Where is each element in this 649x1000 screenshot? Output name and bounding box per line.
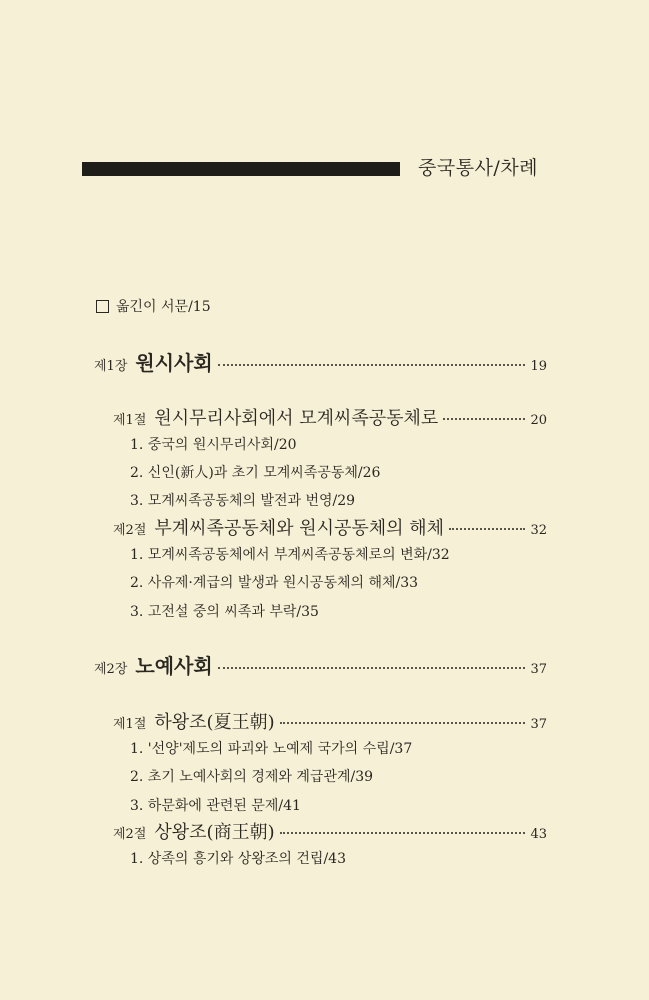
toc-chapter[interactable] — [94, 650, 547, 679]
dot-leader — [280, 722, 526, 724]
section-label: 제2절 — [113, 827, 147, 842]
section-title: 원시무리사회에서 모계씨족공동체로 — [154, 408, 439, 429]
toc-section[interactable] — [113, 404, 547, 430]
toc-section[interactable] — [113, 708, 547, 734]
toc-item[interactable]: 2. 신인(新人)과 초기 모계씨족공동체/26 — [130, 465, 381, 481]
toc-section[interactable] — [113, 514, 547, 540]
toc-chapter[interactable] — [94, 347, 547, 376]
section-label: 제1절 — [113, 413, 147, 428]
section-page: 32 — [530, 523, 547, 538]
toc-item[interactable]: 1. 모계씨족공동체에서 부계씨족공동체로의 변화/32 — [130, 547, 450, 563]
chapter-page: 19 — [530, 359, 547, 374]
dot-leader — [443, 418, 525, 420]
intro-text: 옮긴이 서문/15 — [116, 299, 211, 315]
chapter-label: 제2장 — [94, 662, 128, 677]
toc-item[interactable]: 3. 하문화에 관련된 문제/41 — [130, 798, 301, 814]
section-title: 하왕조(夏王朝) — [154, 712, 275, 733]
toc-item[interactable]: 1. 중국의 원시무리사회/20 — [130, 437, 297, 453]
dot-leader — [218, 667, 526, 669]
section-title: 상왕조(商王朝) — [154, 822, 275, 843]
toc-item[interactable]: 2. 초기 노예사회의 경제와 계급관계/39 — [130, 769, 374, 785]
toc-item[interactable]: 1. '선양'제도의 파괴와 노예제 국가의 수립/37 — [130, 741, 413, 757]
toc-item[interactable]: 2. 사유제·계급의 발생과 원시공동체의 해체/33 — [130, 575, 419, 591]
toc-section[interactable] — [113, 818, 547, 844]
intro-entry[interactable] — [96, 296, 211, 316]
dot-leader — [280, 832, 526, 834]
checkbox-icon — [96, 300, 109, 313]
dot-leader — [449, 528, 525, 530]
header-title: 중국통사/차례 — [418, 157, 539, 179]
section-label: 제2절 — [113, 523, 147, 538]
toc-item[interactable]: 3. 고전설 중의 씨족과 부락/35 — [130, 604, 319, 620]
chapter-page: 37 — [530, 662, 547, 677]
section-title: 부계씨족공동체와 원시공동체의 해체 — [154, 518, 445, 539]
section-label: 제1절 — [113, 717, 147, 732]
section-page: 37 — [530, 717, 547, 732]
toc-item[interactable]: 1. 상족의 흥기와 상왕조의 건립/43 — [130, 851, 346, 867]
chapter-title: 노예사회 — [135, 654, 213, 678]
toc-item[interactable]: 3. 모계씨족공동체의 발전과 번영/29 — [130, 493, 356, 509]
section-page: 20 — [530, 413, 547, 428]
chapter-label: 제1장 — [94, 359, 128, 374]
chapter-title: 원시사회 — [135, 351, 213, 375]
section-page: 43 — [530, 827, 547, 842]
header-bar — [82, 162, 400, 176]
dot-leader — [218, 364, 526, 366]
